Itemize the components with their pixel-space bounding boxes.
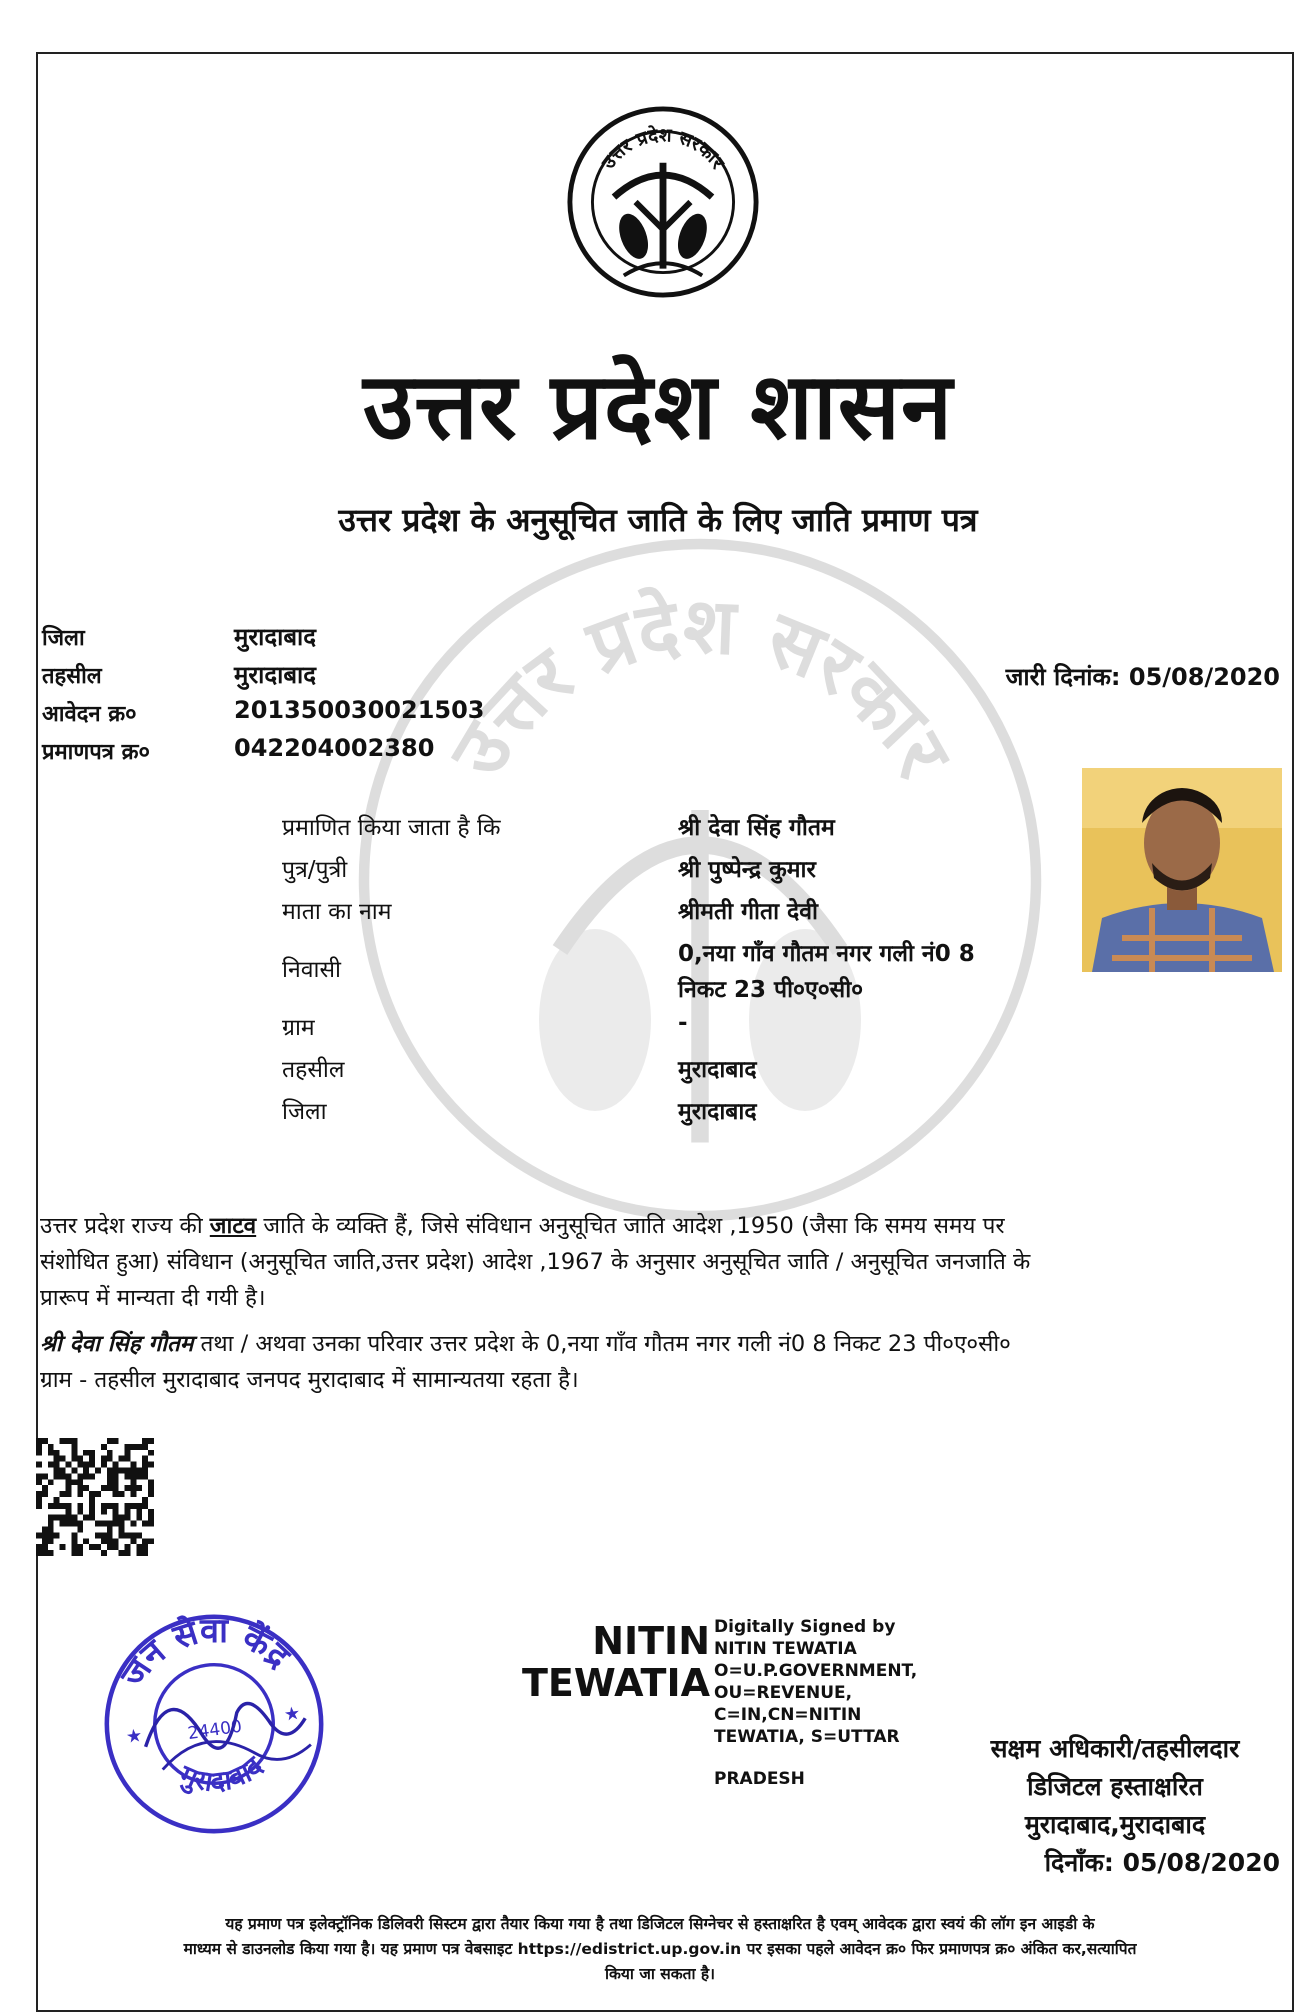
footer-line3: किया जा सकता है। xyxy=(605,1965,715,1983)
village-label: ग्राम xyxy=(282,1015,315,1041)
dsig-line: TEWATIA, S=UTTAR xyxy=(714,1727,900,1747)
certificate-no-label: प्रमाणपत्र क्र० xyxy=(42,740,150,765)
certificate-no-value: 042204002380 xyxy=(234,734,435,762)
address-line2: निकट 23 पी०ए०सी० xyxy=(678,977,864,1003)
dsig-line: OU=REVENUE, xyxy=(714,1683,853,1703)
detail-district-label: जिला xyxy=(282,1099,327,1125)
parent-label: पुत्र/पुत्री xyxy=(282,857,348,883)
caste-statement xyxy=(40,1208,1280,1316)
stamp-center-text: 24400 xyxy=(186,1716,244,1745)
address-line1: 0,नया गाँव गौतम नगर गली नं0 8 xyxy=(678,941,975,967)
certified-label: प्रमाणित किया जाता है कि xyxy=(282,815,501,841)
holder-name: श्री देवा सिंह गौतम xyxy=(678,815,835,841)
dsig-line: C=IN,CN=NITIN xyxy=(714,1705,862,1725)
document-title: उत्तर प्रदेश शासन xyxy=(362,352,954,460)
detail-tehsil-label: तहसील xyxy=(282,1057,345,1083)
residence-statement-line2: ग्राम - तहसील मुरादाबाद जनपद मुरादाबाद में सामान्यतया रहता है। xyxy=(40,1367,579,1393)
qr-code xyxy=(36,1438,154,1556)
svg-text:★: ★ xyxy=(124,1725,144,1749)
village-value: - xyxy=(678,1010,688,1036)
dsig-line: O=U.P.GOVERNMENT, xyxy=(714,1661,918,1681)
signatory-date: दिनाँक: 05/08/2020 xyxy=(1044,1848,1280,1877)
residence-statement xyxy=(40,1326,1280,1398)
applicant-photo xyxy=(1082,768,1282,972)
svg-text:मुरादाबाद xyxy=(170,1748,272,1804)
digital-signature-details xyxy=(714,1616,917,1790)
signer-first-name: NITIN xyxy=(592,1619,710,1663)
dsig-line: Digitally Signed by xyxy=(714,1617,896,1637)
district-label: जिला xyxy=(42,626,85,651)
up-government-emblem xyxy=(565,104,761,300)
svg-text:★: ★ xyxy=(282,1702,302,1726)
detail-district-value: मुरादाबाद xyxy=(678,1099,757,1125)
residence-holder-name: श्री देवा सिंह गौतम xyxy=(40,1331,194,1357)
certificate-subtitle: उत्तर प्रदेश के अनुसूचित जाति के लिए जाति प्रमाण पत्र xyxy=(338,501,978,539)
residence-statement-line1 xyxy=(40,1326,1280,1362)
stamp-top-text: जन सेवा केंद्र xyxy=(112,1610,298,1695)
tehsil-value: मुरादाबाद xyxy=(234,661,317,689)
stamp-bottom-text: मुरादाबाद xyxy=(175,1750,269,1799)
emblem-text: उत्तर प्रदेश सरकार xyxy=(598,125,728,174)
district-value: मुरादाबाद xyxy=(234,623,317,651)
father-name: श्री पुष्पेन्द्र कुमार xyxy=(678,857,816,883)
tehsil-label: तहसील xyxy=(42,664,102,689)
caste-text-part1: उत्तर प्रदेश राज्य की xyxy=(40,1213,210,1239)
signer-last-name: TEWATIA xyxy=(521,1661,710,1705)
application-no-value: 201350030021503 xyxy=(234,696,485,724)
mother-label: माता का नाम xyxy=(282,899,392,925)
jan-seva-kendra-stamp xyxy=(100,1610,328,1838)
signer-name xyxy=(520,1620,710,1704)
watermark-text: उत्तर प्रदेश सरकार xyxy=(433,581,967,792)
caste-name: जाटव xyxy=(209,1213,257,1239)
application-no-label: आवेदन क्र० xyxy=(42,702,137,727)
caste-statement-line3: प्रारूप में मान्यता दी गयी है। xyxy=(40,1285,266,1311)
caste-statement-line1 xyxy=(40,1208,1280,1244)
mother-name: श्रीमती गीता देवी xyxy=(678,899,819,925)
signatory-block xyxy=(950,1730,1280,1882)
footer-line1: यह प्रमाण पत्र इलेक्ट्रॉनिक डिलिवरी सिस्टम द्वारा तैयार किया गया है तथा डिजिटल सिग्नेचर से हस्ताक्षरित है एवम् आवेदक द्वारा स्वयं की लॉग इन आइडी के xyxy=(225,1915,1095,1933)
signatory-place: मुरादाबाद,मुरादाबाद xyxy=(1024,1810,1206,1839)
caste-text-part2: जाति के व्यक्ति हैं, जिसे संविधान अनुसूचित जाति आदेश ,1950 (जैसा कि समय समय पर xyxy=(256,1213,1005,1239)
dsig-line: NITIN TEWATIA xyxy=(714,1639,857,1659)
residence-text-part1: तथा / अथवा उनका परिवार उत्तर प्रदेश के 0,नया गाँव गौतम नगर गली नं0 8 निकट 23 पी०ए०सी० xyxy=(193,1331,1011,1357)
resident-label: निवासी xyxy=(282,957,341,983)
caste-statement-line2: संशोधित हुआ) संविधान (अनुसूचित जाति,उत्तर प्रदेश) आदेश ,1967 के अनुसार अनुसूचित जाति / अनुसूचित जनजाति के xyxy=(40,1249,1031,1275)
signatory-designation: सक्षम अधिकारी/तहसीलदार xyxy=(990,1734,1240,1763)
signatory-signed: डिजिटल हस्ताक्षरित xyxy=(1027,1772,1203,1801)
dsig-line: PRADESH xyxy=(714,1769,805,1789)
footer-line2: माध्यम से डाउनलोड किया गया है। यह प्रमाण पत्र वेबसाइट https://edistrict.up.gov.in पर इसका पहले आवेदन क्र० फिर प्रमाणपत्र क्र० अंकित कर,सत्यापित xyxy=(183,1940,1137,1958)
detail-tehsil-value: मुरादाबाद xyxy=(678,1057,757,1083)
footer-note xyxy=(40,1912,1280,1987)
issue-date: जारी दिनांक: 05/08/2020 xyxy=(1005,663,1280,691)
